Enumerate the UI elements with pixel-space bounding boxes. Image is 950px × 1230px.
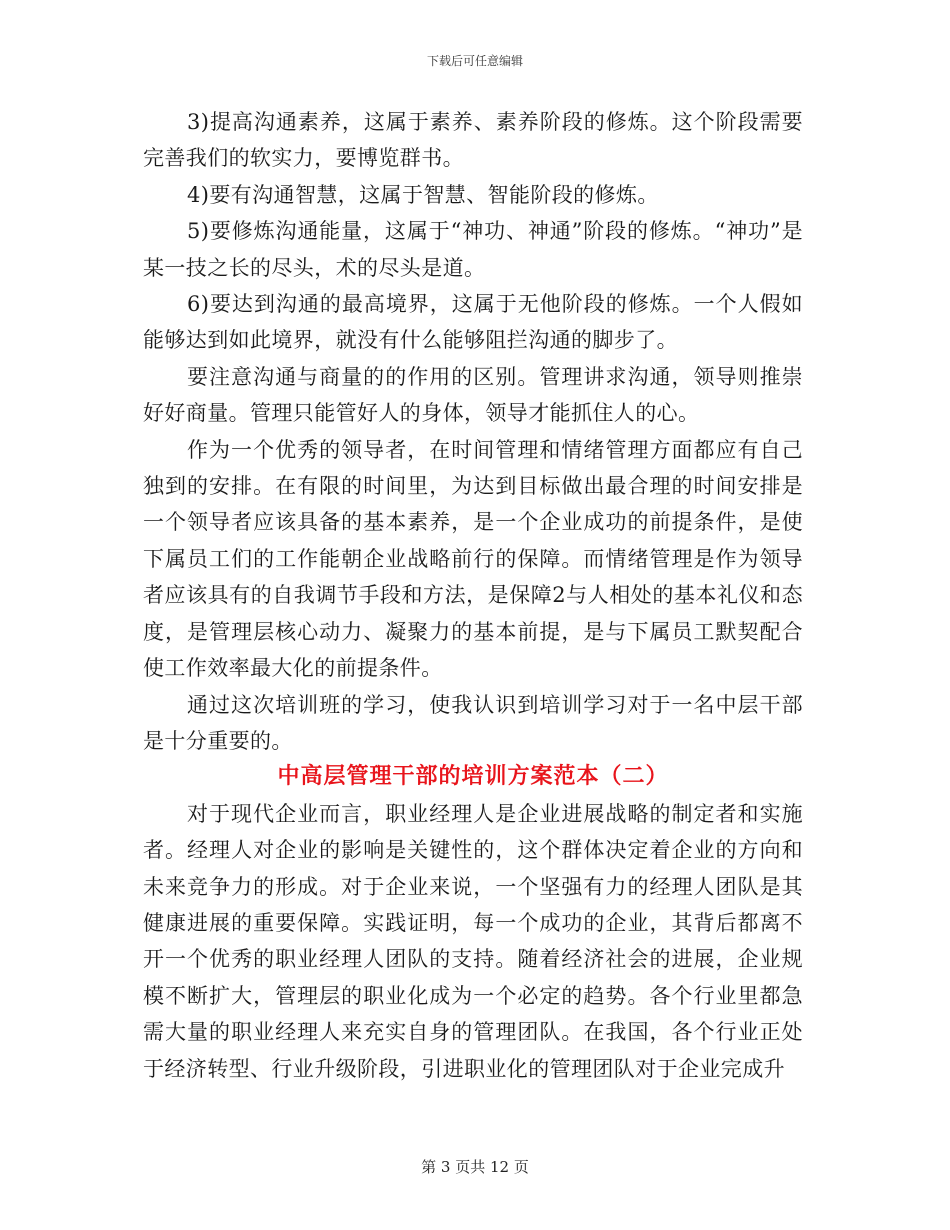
section-title: 中高层管理干部的培训方案范本（二） xyxy=(277,764,669,790)
page-header: 下载后可任意编辑 xyxy=(426,54,523,68)
paragraph-time-emotion-management: 作为一个优秀的领导者，在时间管理和情绪管理方面都应有自己独到的安排。在有限的时间里，为达到目标做出最合理的时间安排是一个领导者应该具备的基本素养，是一个企业成功的前提条件，是使下属员工们的工作能朝企业战略前行的保障。而情绪管理是作为领导者应该具有的自我调节手段和方法，是保障2与人相处的基本礼仪和态度，是管理层核心动力、凝聚力的基本前提，是与下属员工默契配合使工作效率最大化的前提条件。 xyxy=(143,437,803,681)
paragraph-item-6: 6)要达到沟通的最高境界，这属于无他阶段的修炼。一个人假如能够达到如此境界，就没有什么能够阻拦沟通的脚步了。 xyxy=(143,292,803,353)
document-body xyxy=(143,104,803,1087)
paragraph-item-3: 3)提高沟通素养，这属于素养、素养阶段的修炼。这个阶段需要完善我们的软实力，要博览群书。 xyxy=(143,110,803,171)
paragraph-training-conclusion: 通过这次培训班的学习，使我认识到培训学习对于一名中层干部是十分重要的。 xyxy=(143,692,803,753)
paragraph-professional-managers: 对于现代企业而言，职业经理人是企业进展战略的制定者和实施者。经理人对企业的影响是关键性的，这个群体决定着企业的方向和未来竞争力的形成。对于企业来说，一个坚强有力的经理人团队是其健康进展的重要保障。实践证明，每一个成功的企业，其背后都离不开一个优秀的职业经理人团队的支持。随着经济社会的进展，企业规模不断扩大，管理层的职业化成为一个必定的趋势。各个行业里都急需大量的职业经理人来充实自身的管理团队。在我国，各个行业正处于经济转型、行业升级阶段，引进职业化的管理团队对于企业完成升 xyxy=(143,801,803,1081)
page-footer: 第 3 页共 12 页 xyxy=(421,1158,529,1176)
paragraph-communication-vs-discussion: 要注意沟通与商量的的作用的区别。管理讲求沟通，领导则推崇好好商量。管理只能管好人的身体，领导才能抓住人的心。 xyxy=(143,364,803,426)
paragraph-item-5: 5)要修炼沟通能量，这属于“神功、神通”阶段的修炼。“神功”是某一技之长的尽头，术的尽头是道。 xyxy=(143,219,803,280)
paragraph-item-4: 4)要有沟通智慧，这属于智慧、智能阶段的修炼。 xyxy=(187,182,659,207)
